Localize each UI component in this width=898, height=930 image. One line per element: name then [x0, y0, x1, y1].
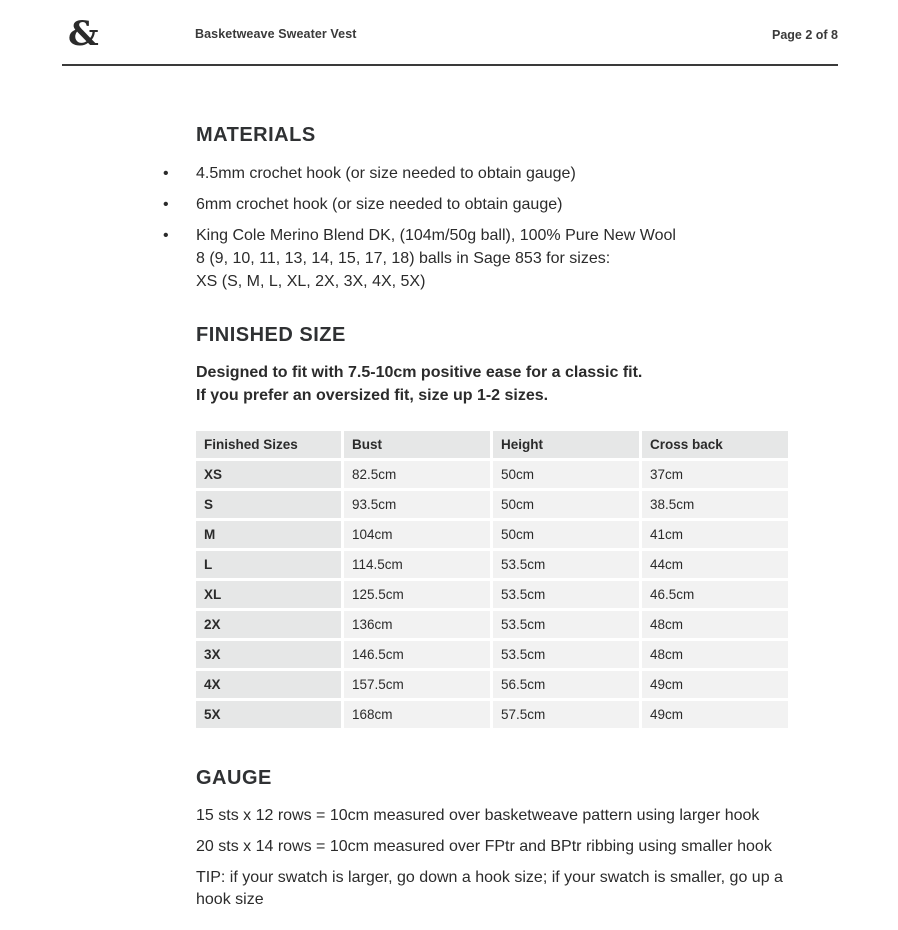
column-header: Height: [493, 431, 639, 458]
size-label-cell: 5X: [196, 701, 341, 728]
bullet-icon: •: [163, 196, 169, 213]
table-cell: 53.5cm: [493, 551, 639, 578]
table-cell: 136cm: [344, 611, 490, 638]
gauge-description: [196, 805, 796, 920]
size-label-cell: XL: [196, 581, 341, 608]
materials-heading: MATERIALS: [196, 124, 316, 146]
size-label-cell: L: [196, 551, 341, 578]
table-cell: 146.5cm: [344, 641, 490, 668]
list-item: [160, 224, 780, 293]
gauge-line: 15 sts x 12 rows = 10cm measured over basketweave pattern using larger hook: [196, 807, 760, 824]
material-text: 4.5mm crochet hook (or size needed to obtain gauge): [196, 165, 576, 182]
fit-line: If you prefer an oversized fit, size up 1-2 sizes.: [196, 387, 549, 404]
table-cell: 50cm: [493, 461, 639, 488]
table-row: [196, 611, 788, 638]
table-cell: 114.5cm: [344, 551, 490, 578]
table-cell: 125.5cm: [344, 581, 490, 608]
bullet-icon: •: [163, 227, 169, 244]
table-body: [196, 461, 788, 728]
table-cell: 50cm: [493, 491, 639, 518]
table-cell: 46.5cm: [642, 581, 788, 608]
document-title: Basketweave Sweater Vest: [195, 27, 357, 41]
table-cell: 50cm: [493, 521, 639, 548]
gauge-line: 20 sts x 14 rows = 10cm measured over FPtr and BPtr ribbing using smaller hook: [196, 838, 772, 855]
fit-line: Designed to fit with 7.5-10cm positive ease for a classic fit.: [196, 364, 643, 381]
table-cell: 53.5cm: [493, 611, 639, 638]
finished-size-heading: FINISHED SIZE: [196, 324, 346, 346]
page-header: [62, 0, 838, 66]
gauge-tip: TIP: if your swatch is larger, go down a hook size; if your swatch is smaller, go up a hook size: [196, 869, 783, 908]
table-row: [196, 551, 788, 578]
table-cell: 48cm: [642, 641, 788, 668]
materials-list: [160, 162, 780, 301]
table-cell: 104cm: [344, 521, 490, 548]
table-row: [196, 521, 788, 548]
fit-description: [196, 361, 642, 407]
material-text: XS (S, M, L, XL, 2X, 3X, 4X, 5X): [196, 273, 426, 290]
size-label-cell: 3X: [196, 641, 341, 668]
size-label-cell: XS: [196, 461, 341, 488]
page-indicator: Page 2 of 8: [772, 28, 838, 42]
table-cell: 38.5cm: [642, 491, 788, 518]
column-header: Finished Sizes: [196, 431, 341, 458]
table-cell: 157.5cm: [344, 671, 490, 698]
size-label-cell: M: [196, 521, 341, 548]
table-cell: 53.5cm: [493, 581, 639, 608]
column-header: Bust: [344, 431, 490, 458]
finished-sizes-table: [193, 428, 791, 731]
material-text: 8 (9, 10, 11, 13, 14, 15, 17, 18) balls in Sage 853 for sizes:: [196, 250, 611, 267]
table-cell: 44cm: [642, 551, 788, 578]
table-cell: 93.5cm: [344, 491, 490, 518]
ampersand-logo: &: [68, 14, 99, 54]
table-row: [196, 641, 788, 668]
size-label-cell: S: [196, 491, 341, 518]
size-label-cell: 2X: [196, 611, 341, 638]
size-label-cell: 4X: [196, 671, 341, 698]
list-item: [160, 193, 780, 216]
table-cell: 41cm: [642, 521, 788, 548]
table-row: [196, 461, 788, 488]
table-cell: 49cm: [642, 701, 788, 728]
table-cell: 168cm: [344, 701, 490, 728]
table-cell: 57.5cm: [493, 701, 639, 728]
table-row: [196, 491, 788, 518]
table-cell: 82.5cm: [344, 461, 490, 488]
material-text: King Cole Merino Blend DK, (104m/50g ball), 100% Pure New Wool: [196, 227, 676, 244]
table-cell: 49cm: [642, 671, 788, 698]
list-item: [160, 162, 780, 185]
table-cell: 37cm: [642, 461, 788, 488]
table-row: [196, 671, 788, 698]
material-text: 6mm crochet hook (or size needed to obtain gauge): [196, 196, 563, 213]
table-cell: 48cm: [642, 611, 788, 638]
column-header: Cross back: [642, 431, 788, 458]
table-cell: 53.5cm: [493, 641, 639, 668]
table-cell: 56.5cm: [493, 671, 639, 698]
table-row: [196, 581, 788, 608]
table-header-row: [196, 431, 788, 458]
bullet-icon: •: [163, 165, 169, 182]
table-row: [196, 701, 788, 728]
gauge-heading: GAUGE: [196, 767, 272, 789]
